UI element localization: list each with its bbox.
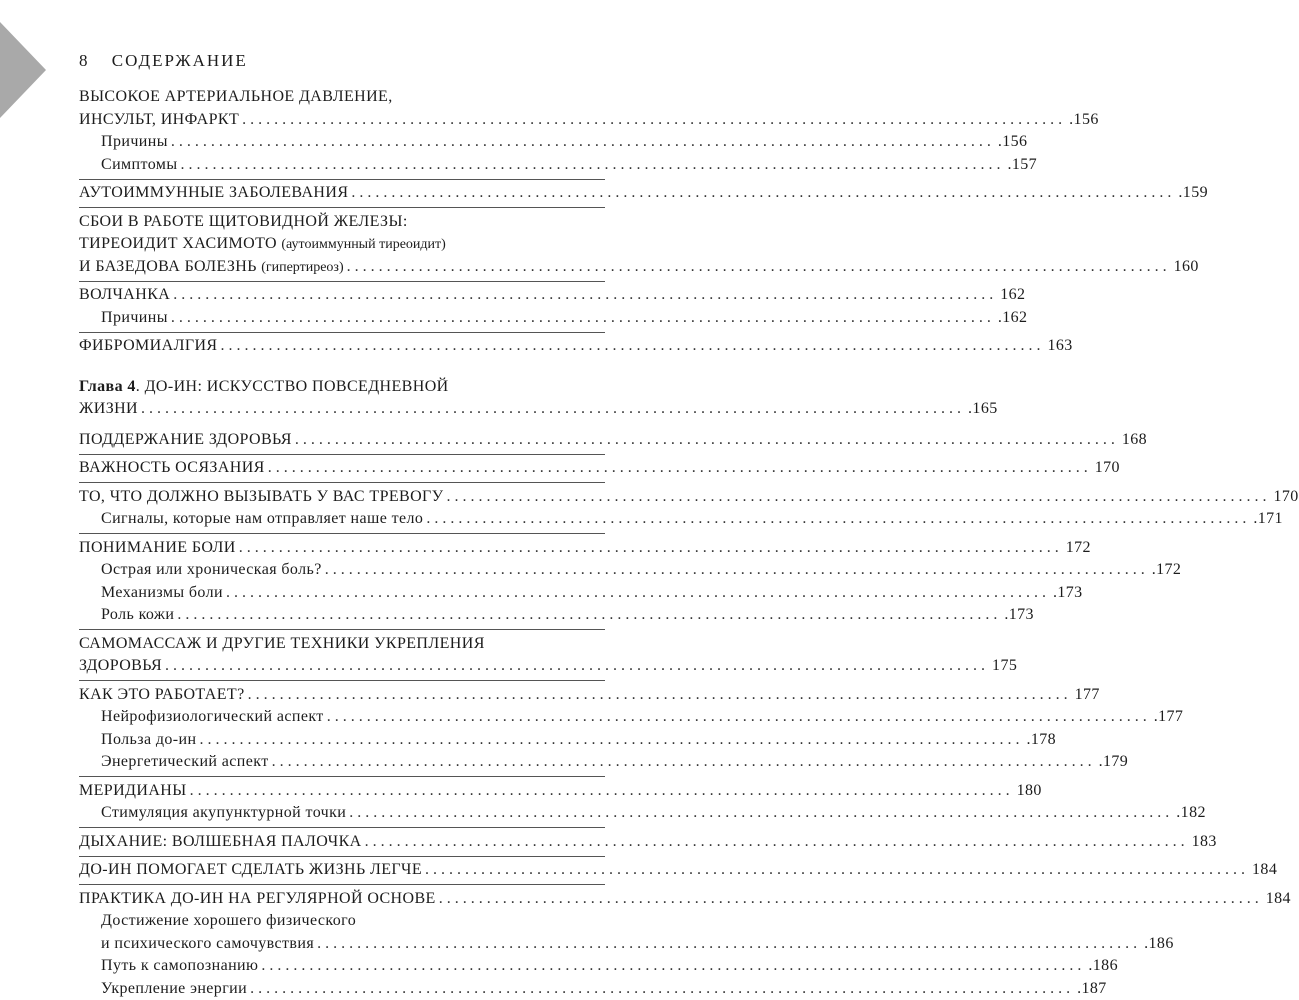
page-number: 8 [79,51,88,70]
page-edge-marker [0,22,46,118]
running-title: СОДЕРЖАНИЕ [111,51,248,70]
divider [79,884,605,885]
toc-entry [79,888,1291,911]
toc-entry-title: СБОИ В РАБОТЕ ЩИТОВИДНОЙ ЖЕЛЕЗЫ: [79,212,408,230]
toc-entry [79,486,1299,509]
page-header [79,51,248,71]
toc-entry-title: САМОМАССАЖ И ДРУГИЕ ТЕХНИКИ УКРЕПЛЕНИЯ [79,634,485,652]
toc-entry [79,182,1209,205]
toc-subentry [79,604,1034,627]
toc-page-number: 162 [1000,286,1026,303]
divider [79,533,605,534]
dot-leader: ....................................................................................................... [271,753,1096,770]
toc-subentry [79,307,1028,330]
toc-entry [79,86,605,109]
toc-entry [79,859,1278,882]
toc-subentry [79,706,1184,729]
dot-leader: ....................................................................................................... [177,606,1002,623]
toc-subentry [79,955,1118,978]
dot-leader: ....................................................................................................... [261,957,1086,974]
toc-subentry [79,802,1206,825]
toc-subentry [79,131,1028,154]
toc-page-number: 160 [1173,257,1199,275]
toc-entry-title [79,233,446,257]
toc-page-number: .179 [1098,753,1129,770]
dot-leader: ....................................................................................................... [364,832,1189,850]
toc-entry [79,429,1148,452]
toc-entry [79,211,605,234]
toc-entry [79,284,1026,307]
toc-entry-title: Симптомы [101,155,178,173]
divider [79,207,605,208]
toc-page-number: 170 [1273,487,1299,505]
toc-entry-title: Путь к самопознанию [101,957,259,974]
divider [79,281,605,282]
toc-entry [79,335,1073,358]
toc-entry-title: Острая или хроническая боль? [101,561,322,578]
toc-entry-title: Стимуляция акупунктурной точки [101,804,347,821]
toc-entry-title: Польза до-ин [101,730,197,748]
divider [79,827,605,828]
dot-leader: ....................................................................................................... [199,730,1024,748]
dot-leader: ....................................................................................................... [180,155,1005,173]
toc-subentry [79,559,1182,582]
toc-entry-title: КАК ЭТО РАБОТАЕТ? [79,685,245,703]
toc-entry [79,655,1018,678]
toc-page-number: .156 [1069,110,1099,128]
toc-subentry [79,751,1129,774]
dot-leader: ....................................................................................................... [426,510,1251,527]
toc-subentry [79,508,1283,531]
dot-leader: ....................................................................................................... [346,257,1171,275]
toc-entry-title: ДО-ИН ПОМОГАЕТ СДЕЛАТЬ ЖИЗНЬ ЛЕГЧЕ [79,861,423,878]
dot-leader: ....................................................................................................... [349,804,1174,821]
divider [79,856,605,857]
toc-entry-title: Нейрофизиологический аспект [101,708,324,725]
toc-subentry [79,154,1038,177]
dot-leader: ....................................................................................................... [220,337,1045,354]
toc-page-number: .172 [1151,561,1182,578]
toc-entry [79,684,1100,707]
toc-page-number: 170 [1094,459,1120,476]
toc-page-number: .177 [1153,708,1184,725]
toc-page-number: 183 [1191,832,1217,850]
toc-page-number: .187 [1077,979,1107,997]
dot-leader: ....................................................................................................... [225,583,1050,601]
toc-entry-title [79,256,344,280]
chapter-heading [79,398,998,421]
dot-leader: ....................................................................................................... [294,430,1119,448]
toc-page-number: 175 [992,657,1018,674]
toc-page-number: .186 [1144,934,1174,952]
dot-leader: ....................................................................................................... [242,110,1067,128]
toc-page-number: .162 [997,308,1028,326]
toc-entry-title: Достижение хорошего физического [101,912,357,929]
toc-entry-title: ДЫХАНИЕ: ВОЛШЕБНАЯ ПАЛОЧКА [79,832,362,850]
toc-page-number: .173 [1052,583,1083,601]
toc-entry-title: Роль кожи [101,606,175,623]
toc-entry-title: ВОЛЧАНКА [79,286,171,303]
dot-leader: ....................................................................................................... [317,934,1142,952]
dot-leader: ....................................................................................................... [438,889,1263,907]
toc-subentry [79,729,1057,752]
toc-entry-title: ВАЖНОСТЬ ОСЯЗАНИЯ [79,459,265,476]
dot-leader: ....................................................................................................... [141,400,966,417]
toc-page-number: 184 [1265,889,1291,907]
dot-leader: ....................................................................................................... [165,657,990,674]
dot-leader: ....................................................................................................... [425,861,1250,878]
toc-page-number: .182 [1176,804,1206,821]
toc-entry [79,537,1091,560]
toc-entry [79,109,1099,132]
chapter-heading [79,376,605,399]
toc-entry-title: ПРАКТИКА ДО-ИН НА РЕГУЛЯРНОЙ ОСНОВЕ [79,889,436,907]
dot-leader: ....................................................................................................... [267,459,1092,476]
toc-page-number: .173 [1004,606,1034,623]
toc-page-number: 163 [1047,337,1073,354]
toc-entry-title: ФИБРОМИАЛГИЯ [79,337,218,354]
toc-entry-note: (аутоиммунный тиреоидит) [281,237,446,252]
toc-subentry [79,910,605,933]
toc-entry [79,233,605,256]
toc-page-number: .156 [997,133,1028,150]
chapter-title-text: . ДО-ИН: ИСКУССТВО ПОВСЕДНЕВНОЙ [135,377,449,395]
divider [79,629,605,630]
toc-page-number: 177 [1074,685,1100,703]
chapter-title-text: ЖИЗНИ [79,400,139,417]
divider [79,454,605,455]
toc-page-number: 168 [1121,430,1148,448]
toc-entry-title: ИНСУЛЬТ, ИНФАРКТ [79,110,240,128]
chapter-label: Глава 4 [79,377,136,395]
toc-entry-title: Причины [101,308,168,326]
dot-leader: ....................................................................................................... [247,685,1072,703]
toc-entry-title-part: ТИРЕОИДИТ ХАСИМОТО [79,235,282,252]
toc-entry [79,457,1120,480]
toc-entry-title: ВЫСОКОЕ АРТЕРИАЛЬНОЕ ДАВЛЕНИЕ, [79,88,393,105]
dot-leader: ....................................................................................................... [238,538,1063,556]
dot-leader: ....................................................................................................... [189,781,1014,799]
toc-page-number: 184 [1252,861,1278,878]
toc-entry-note: (гипертиреоз) [261,259,344,275]
dot-leader: ....................................................................................................... [170,308,995,326]
toc-subentry [79,978,1107,1000]
chapter-title [79,376,449,399]
toc-page-number: .171 [1253,510,1283,527]
divider [79,482,605,483]
dot-leader: ....................................................................................................... [170,133,995,150]
toc-page-number: .165 [968,400,998,417]
toc-page-number: .178 [1026,730,1057,748]
dot-leader: ....................................................................................................... [250,979,1075,997]
toc-entry [79,780,1042,803]
toc-page-number: 180 [1016,781,1042,799]
toc-entry [79,256,1199,279]
toc-entry-title: и психического самочувствия [101,934,315,952]
toc-entry-title: ЗДОРОВЬЯ [79,657,163,674]
toc-page-number: 172 [1065,538,1091,556]
toc-entry-title: Сигналы, которые нам отправляет наше тело [101,510,424,527]
toc-subentry [79,582,1083,605]
toc-entry-title: ПОДДЕРЖАНИЕ ЗДОРОВЬЯ [79,430,292,448]
toc-page-number: .157 [1007,155,1038,173]
dot-leader: ....................................................................................................... [326,708,1151,725]
dot-leader: ....................................................................................................... [324,561,1149,578]
toc-subentry [79,933,1174,956]
toc-entry-title: АУТОИММУННЫЕ ЗАБОЛЕВАНИЯ [79,184,349,201]
toc-entry-title: Причины [101,133,168,150]
dot-leader: ....................................................................................................... [446,487,1271,505]
dot-leader: ....................................................................................................... [173,286,998,303]
divider [79,776,605,777]
toc-entry [79,633,605,656]
toc-page-number: .186 [1088,957,1118,974]
divider [79,332,605,333]
dot-leader: ....................................................................................................... [351,184,1176,201]
toc-page-number: .159 [1178,184,1209,201]
table-of-contents [79,86,1299,1000]
toc-entry-title: Энергетический аспект [101,753,269,770]
toc-entry-title: Укрепление энергии [101,979,248,997]
divider [79,179,605,180]
toc-entry [79,831,1217,854]
toc-entry-title: ТО, ЧТО ДОЛЖНО ВЫЗЫВАТЬ У ВАС ТРЕВОГУ [79,487,444,505]
toc-entry-title-part: И БАЗЕДОВА БОЛЕЗНЬ [79,257,262,275]
toc-entry-title: Механизмы боли [101,583,223,601]
divider [79,680,605,681]
toc-entry-title: МЕРИДИАНЫ [79,781,187,799]
toc-entry-title: ПОНИМАНИЕ БОЛИ [79,538,236,556]
